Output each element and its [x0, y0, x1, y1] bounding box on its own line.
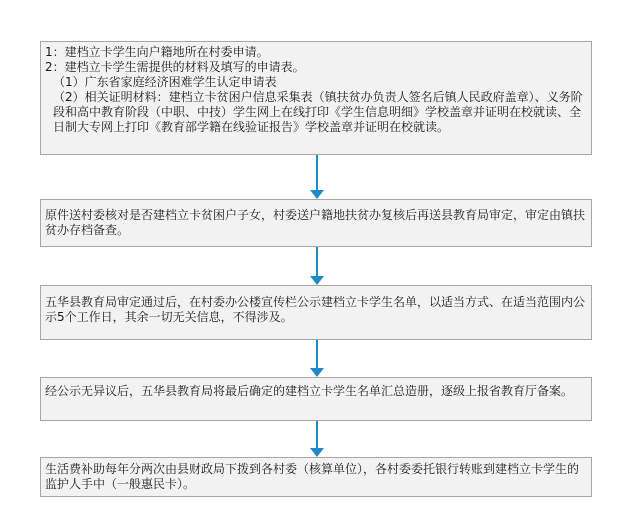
step-3-box	[40, 285, 592, 340]
arrowhead-icon	[310, 190, 324, 199]
step-1-box	[40, 41, 592, 155]
flow-arrow-2	[310, 247, 324, 285]
step-2-text: 原件送村委核对是否建档立卡贫困户子女，村委送户籍地扶贫办复核后再送县教育局审定，审定由镇扶贫办存档备查。	[45, 208, 586, 237]
step-1-line-2: 2：建档立卡学生需提供的材料及填写的申请表。	[45, 60, 305, 74]
step-1-line-1: 1：建档立卡学生向户籍地所在村委申请。	[45, 45, 269, 59]
arrowhead-icon	[310, 448, 324, 457]
step-4-text: 经公示无异议后，五华县教育局将最后确定的建档立卡学生名单汇总造册，逐级上报省教育厅备案。	[45, 384, 574, 398]
arrowhead-icon	[310, 276, 324, 285]
step-1-line-4: （2）相关证明材料：建档立卡贫困户信息采集表（镇扶贫办负责人签名后镇人民政府盖章）、义务阶段和高中教育阶段（中职、中技）学生网上在线打印《学生信息明细》学校盖章并证明在校就读、全日制大专网上打印《教育部学籍在线验证报告》学校盖章并证明在校就读。	[53, 90, 583, 134]
step-2-box	[40, 199, 592, 247]
step-5-text: 生活费补助每年分两次由县财政局下拨到各村委（核算单位），各村委委托银行转账到建档立卡学生的监护人手中（一般惠民卡）。	[45, 462, 580, 491]
flow-arrow-4	[310, 421, 324, 457]
step-4-box	[40, 377, 592, 421]
flow-arrow-1	[310, 155, 324, 199]
flow-arrow-3	[310, 340, 324, 377]
step-1-line-3: （1）广东省家庭经济困难学生认定申请表	[53, 75, 277, 89]
arrowhead-icon	[310, 368, 324, 377]
step-5-box	[40, 457, 592, 497]
step-3-text: 五华县教育局审定通过后，在村委办公楼宣传栏公示建档立卡学生名单，以适当方式、在适当范围内公示5个工作日，其余一切无关信息，不得涉及。	[45, 295, 586, 324]
